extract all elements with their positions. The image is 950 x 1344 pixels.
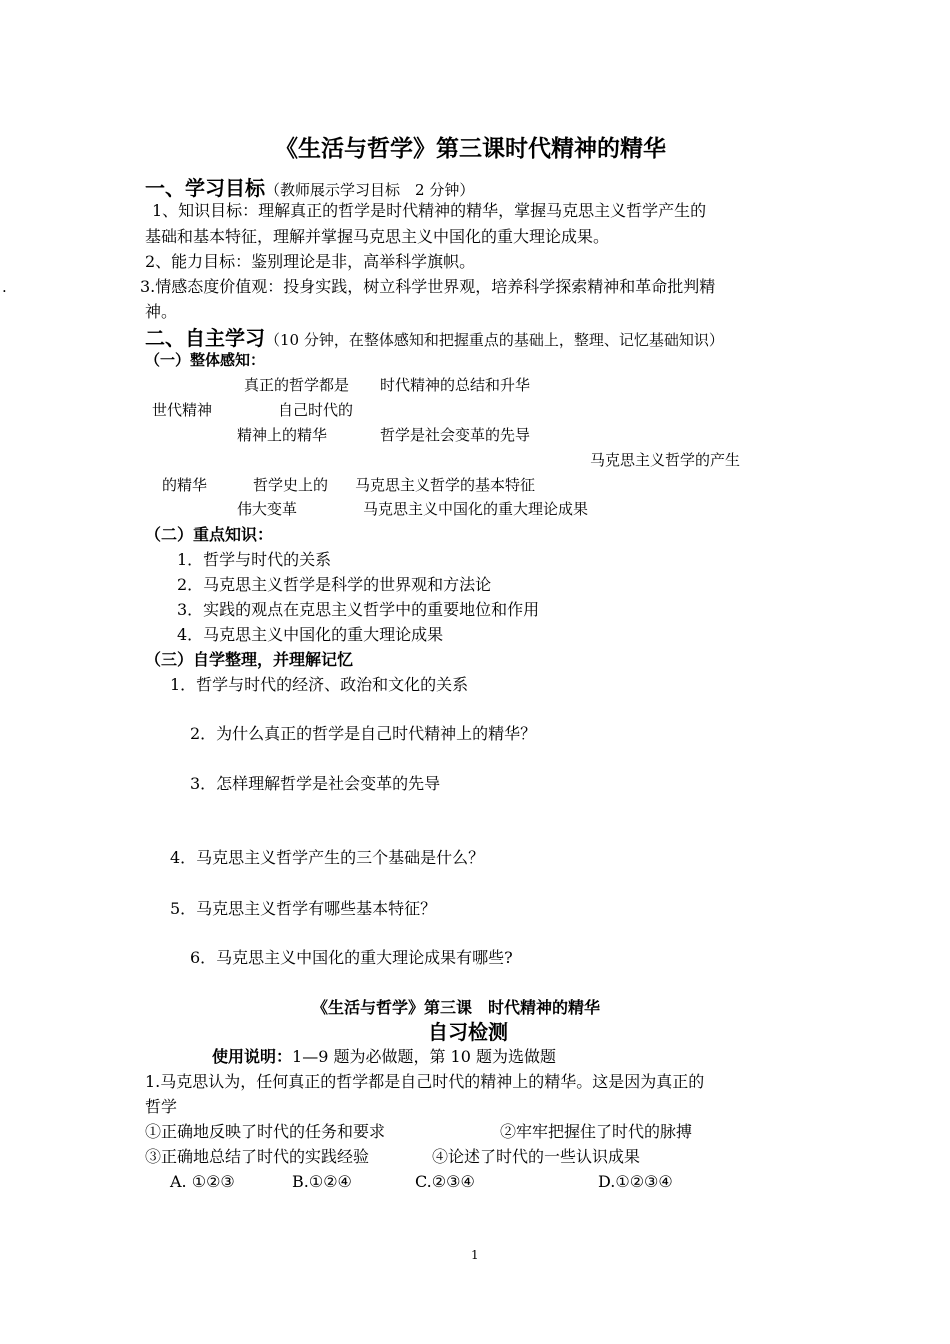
map-text: 精神上的精华 — [237, 426, 328, 444]
page-number: 1 — [471, 1248, 479, 1262]
question-item: 3．怎样理解哲学是社会变革的先导 — [190, 774, 441, 793]
answer-choice-d: D.①②③④ — [598, 1172, 673, 1191]
option-item: ④论述了时代的一些认识成果 — [432, 1147, 641, 1166]
margin-dot: . — [2, 278, 7, 296]
key-point-item: 4．马克思主义中国化的重大理论成果 — [177, 625, 444, 644]
answer-choice-b: B.①②④ — [292, 1172, 352, 1191]
question-item: 2．为什么真正的哲学是自己时代精神上的精华？ — [190, 724, 537, 743]
answer-choice-a: A. ①②③ — [170, 1172, 235, 1191]
question1-line2: 哲学 — [145, 1097, 178, 1116]
map-text: 世代精神 — [152, 401, 213, 419]
test-subtitle: 自习检测 — [428, 1020, 508, 1044]
answer-choice-c: C.②③④ — [415, 1172, 475, 1191]
goal-ability: 2、能力目标：鉴别理论是非，高举科学旗帜。 — [145, 252, 476, 271]
option-item: ②牢牢把握住了时代的脉搏 — [500, 1122, 693, 1141]
question-item: 5．马克思主义哲学有哪些基本特征？ — [170, 899, 437, 918]
test-title: 《生活与哲学》第三课 时代精神的精华 — [312, 998, 601, 1017]
key-point-item: 1．哲学与时代的关系 — [177, 550, 332, 569]
map-text: 哲学史上的 — [253, 476, 329, 494]
usage-label: 使用说明： — [212, 1047, 293, 1066]
question-item: 6．马克思主义中国化的重大理论成果有哪些? — [190, 948, 513, 967]
map-text: 马克思主义哲学的基本特征 — [355, 476, 536, 494]
section1-heading-row — [145, 178, 474, 198]
map-text: 马克思主义中国化的重大理论成果 — [363, 500, 589, 518]
map-text: 时代精神的总结和升华 — [380, 376, 531, 394]
section2-heading-row — [145, 328, 724, 348]
goal-knowledge-line1: 1、知识目标：理解真正的哲学是时代精神的精华，掌握马克思主义哲学产生的 — [152, 201, 707, 220]
key-point-item: 2．马克思主义哲学是科学的世界观和方法论 — [177, 575, 492, 594]
section2-heading: 二、自主学习 — [145, 326, 265, 350]
goal-knowledge-line2: 基础和基本特征，理解并掌握马克思主义中国化的重大理论成果。 — [145, 227, 610, 246]
option-item: ①正确地反映了时代的任务和要求 — [145, 1122, 386, 1141]
question1-line1: 1.马克思认为，任何真正的哲学都是自己时代的精神上的精华。这是因为真正的 — [145, 1072, 705, 1091]
section2-note: （10 分钟，在整体感知和把握重点的基础上，整理、记忆基础知识） — [265, 331, 724, 349]
map-text: 自己时代的 — [278, 401, 354, 419]
goal-emotion-line1: 3.情感态度价值观：投身实践，树立科学世界观，培养科学探索精神和革命批判精 — [140, 277, 716, 296]
subheading-overview: （一）整体感知： — [145, 351, 266, 369]
question-item: 4．马克思主义哲学产生的三个基础是什么？ — [170, 848, 485, 867]
page-title: 《生活与哲学》第三课时代精神的精华 — [275, 135, 666, 162]
subheading-self-study: （三）自学整理，并理解记忆 — [145, 650, 354, 669]
map-text: 马克思主义哲学的产生 — [590, 451, 741, 469]
option-item: ③正确地总结了时代的实践经验 — [145, 1147, 370, 1166]
map-text: 的精华 — [162, 476, 208, 494]
usage-row — [212, 1049, 556, 1065]
map-text: 真正的哲学都是 — [244, 376, 350, 394]
section1-heading: 一、学习目标 — [145, 176, 265, 200]
usage-text: 1—9 题为必做题，第 10 题为选做题 — [292, 1047, 556, 1066]
section1-note: （教师展示学习目标 2 分钟） — [265, 181, 475, 199]
map-text: 哲学是社会变革的先导 — [380, 426, 531, 444]
question-item: 1．哲学与时代的经济、政治和文化的关系 — [170, 675, 469, 694]
key-point-item: 3．实践的观点在克思主义哲学中的重要地位和作用 — [177, 600, 540, 619]
map-text: 伟大变革 — [237, 500, 298, 518]
goal-emotion-line2: 神。 — [145, 302, 178, 321]
subheading-key-points: （二）重点知识： — [145, 525, 274, 544]
